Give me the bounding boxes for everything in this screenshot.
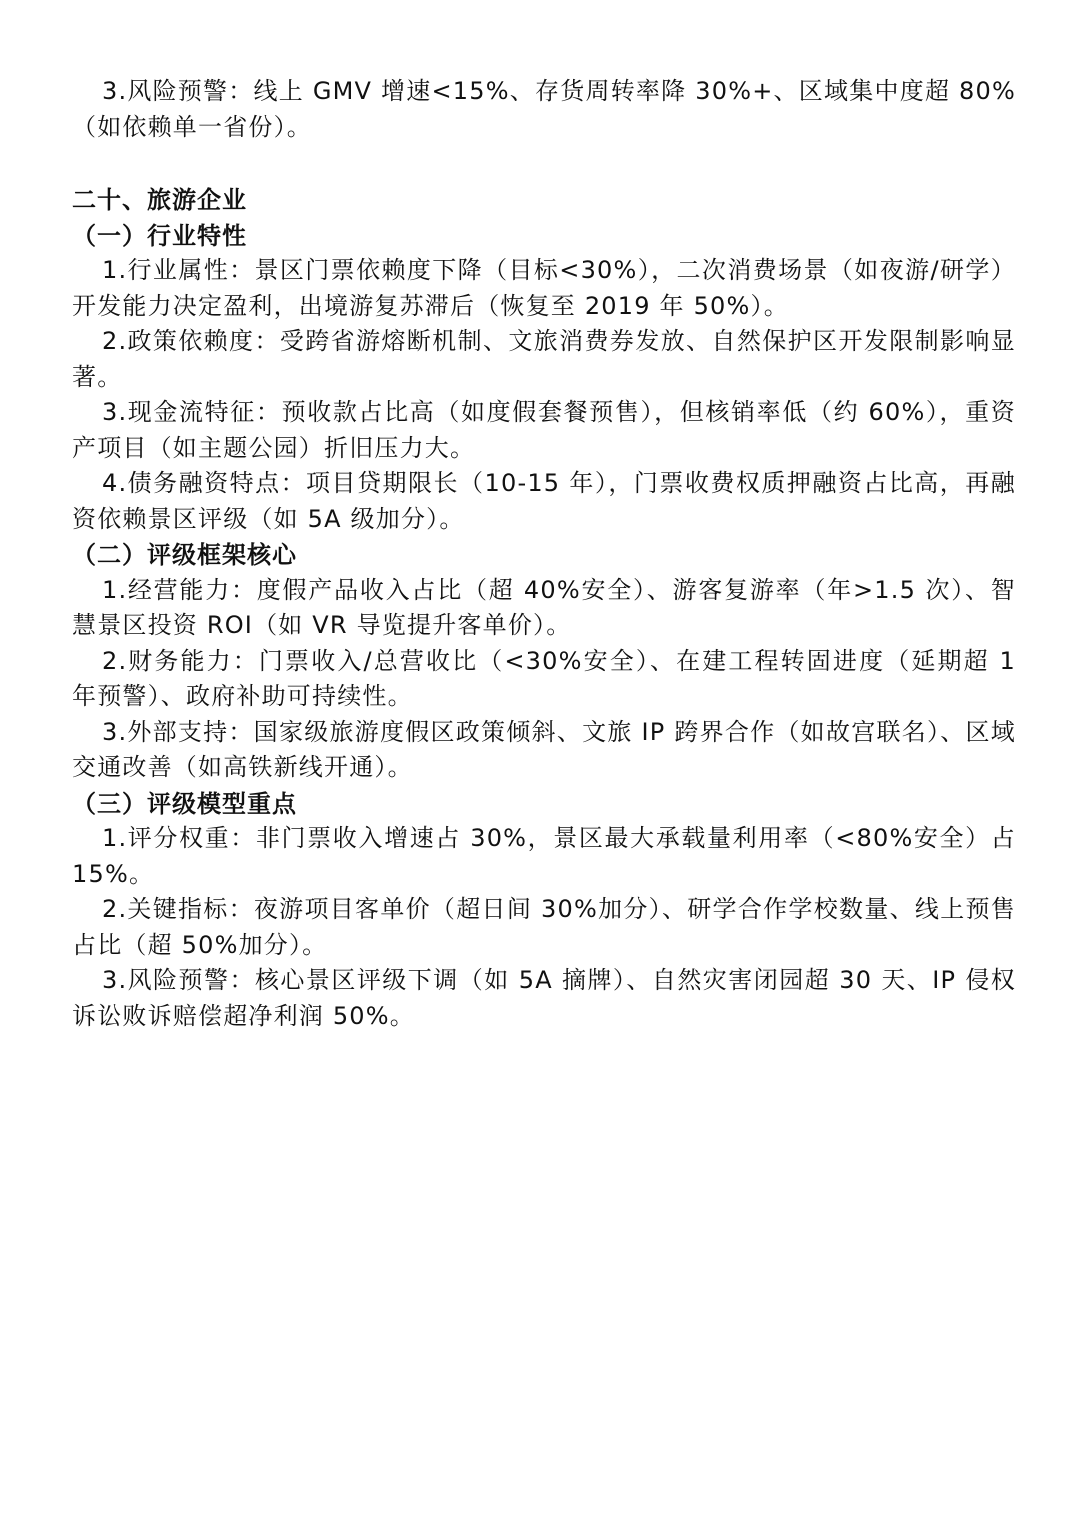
- section-gap: [72, 145, 1016, 182]
- paragraph-industry-4: 4.债务融资特点：项目贷期限长（10-15 年），门票收费权质押融资占比高，再融资依赖景区评级（如 5A 级加分）。: [72, 469, 1016, 533]
- section-title-tourism: 二十、旅游企业: [72, 185, 247, 214]
- paragraph-industry-2: 2.政策依赖度：受跨省游熔断机制、文旅消费券发放、自然保护区开发限制影响显著。: [72, 327, 1016, 391]
- paragraph-industry-1: 1.行业属性：景区门票依赖度下降（目标<30%），二次消费场景（如夜游/研学）开发能力决定盈利，出境游复苏滞后（恢复至 2019 年 50%）。: [72, 256, 1016, 320]
- paragraph-model-2: 2.关键指标：夜游项目客单价（超日间 30%加分）、研学合作学校数量、线上预售占比（超 50%加分）。: [72, 895, 1016, 959]
- subsection-title-framework: （二）评级框架核心: [72, 540, 297, 569]
- paragraph-model-1: 1.评分权重：非门票收入增速占 30%，景区最大承载量利用率（<80%安全）占 15%。: [72, 824, 1016, 888]
- paragraph-industry-3: 3.现金流特征：预收款占比高（如度假套餐预售），但核销率低（约 60%），重资产项目（如主题公园）折旧压力大。: [72, 398, 1016, 462]
- paragraph-risk-warning-prev: 3.风险预警：线上 GMV 增速<15%、存货周转率降 30%+、区域集中度超 80%（如依赖单一省份）。: [72, 77, 1016, 141]
- paragraph-framework-2: 2.财务能力：门票收入/总营收比（<30%安全）、在建工程转固进度（延期超 1 年预警）、政府补助可持续性。: [72, 646, 1016, 710]
- subsection-title-industry: （一）行业特性: [72, 220, 247, 250]
- paragraph-framework-1: 1.经营能力：度假产品收入占比（超 40%安全）、游客复游率（年>1.5 次）、智慧景区投资 ROI（如 VR 导览提升客单价）。: [72, 575, 1016, 639]
- paragraph-framework-3: 3.外部支持：国家级旅游度假区政策倾斜、文旅 IP 跨界合作（如故宫联名）、区域交通改善（如高铁新线开通）。: [72, 717, 1016, 781]
- subsection-title-model: （三）评级模型重点: [72, 788, 297, 818]
- paragraph-model-3: 3.风险预警：核心景区评级下调（如 5A 摘牌）、自然灾害闭园超 30 天、IP 侵权诉讼败诉赔偿超净利润 50%。: [72, 966, 1016, 1030]
- document-page: [72, 74, 1016, 1034]
